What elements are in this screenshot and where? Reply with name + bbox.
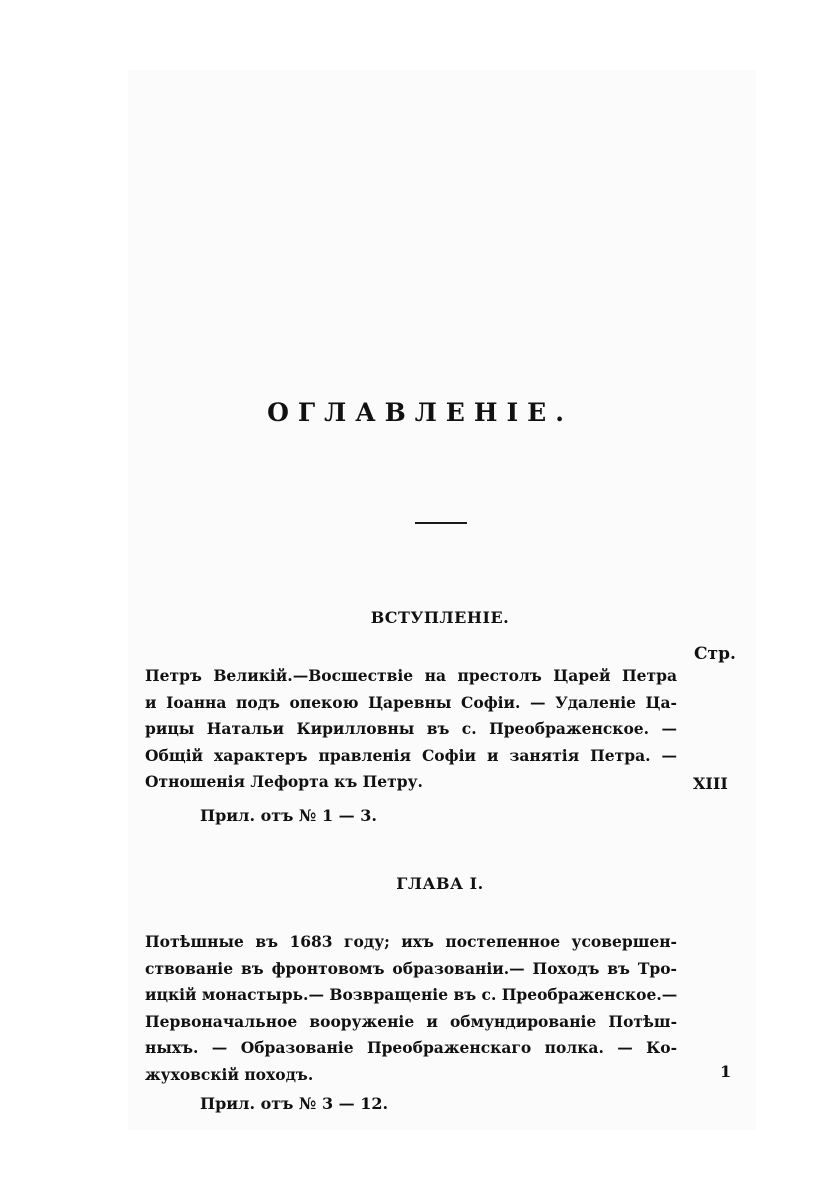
entry-line: ицкій монастырь.— Возвращеніе въ с. Преображенское.— — [145, 985, 678, 1004]
entry-line: и Іоанна подъ опекою Царевны Софіи. — Удаленіе Ца- — [145, 692, 677, 712]
entry-line: Петръ Великій.—Восшествіе на престолъ Царей Петра — [145, 666, 677, 685]
page-title: ОГЛАВЛЕНІЕ. — [267, 398, 573, 427]
entry-line: ствованіе въ фронтовомъ образованіи.— Походъ въ Тро- — [145, 958, 677, 978]
section-heading-chapter-1: ГЛАВА I. — [396, 874, 484, 893]
section-entry-chapter-1 — [145, 929, 677, 1088]
section-heading-introduction: ВСТУПЛЕНІЕ. — [370, 608, 510, 627]
entry-line: жуховскій походъ. — [145, 1064, 314, 1084]
section-entry-introduction — [145, 663, 677, 796]
appendix-reference-chapter-1: Прил. отъ № 3 — 12. — [200, 1094, 389, 1113]
entry-line: Первоначальное вооруженіе и обмундированіе Потѣш- — [145, 1011, 677, 1031]
appendix-reference-introduction: Прил. отъ № 1 — 3. — [200, 806, 377, 825]
page-number-introduction: XIII — [693, 774, 728, 793]
page-column-label: Стр. — [694, 644, 736, 664]
entry-line: Потѣшные въ 1683 году; ихъ постепенное усовершен- — [145, 932, 677, 951]
entry-line: ныхъ. — Образованіе Преображенскаго полка. — Ко- — [145, 1038, 677, 1057]
entry-line: Отношенія Лефорта къ Петру. — [145, 772, 423, 791]
page-number-chapter-1: 1 — [720, 1062, 732, 1081]
entry-line: рицы Натальи Кирилловны въ с. Преображенское. — — [145, 719, 677, 738]
entry-line: Общій характеръ правленія Софіи и занятія Петра. — — [145, 745, 677, 765]
title-divider — [415, 522, 467, 524]
